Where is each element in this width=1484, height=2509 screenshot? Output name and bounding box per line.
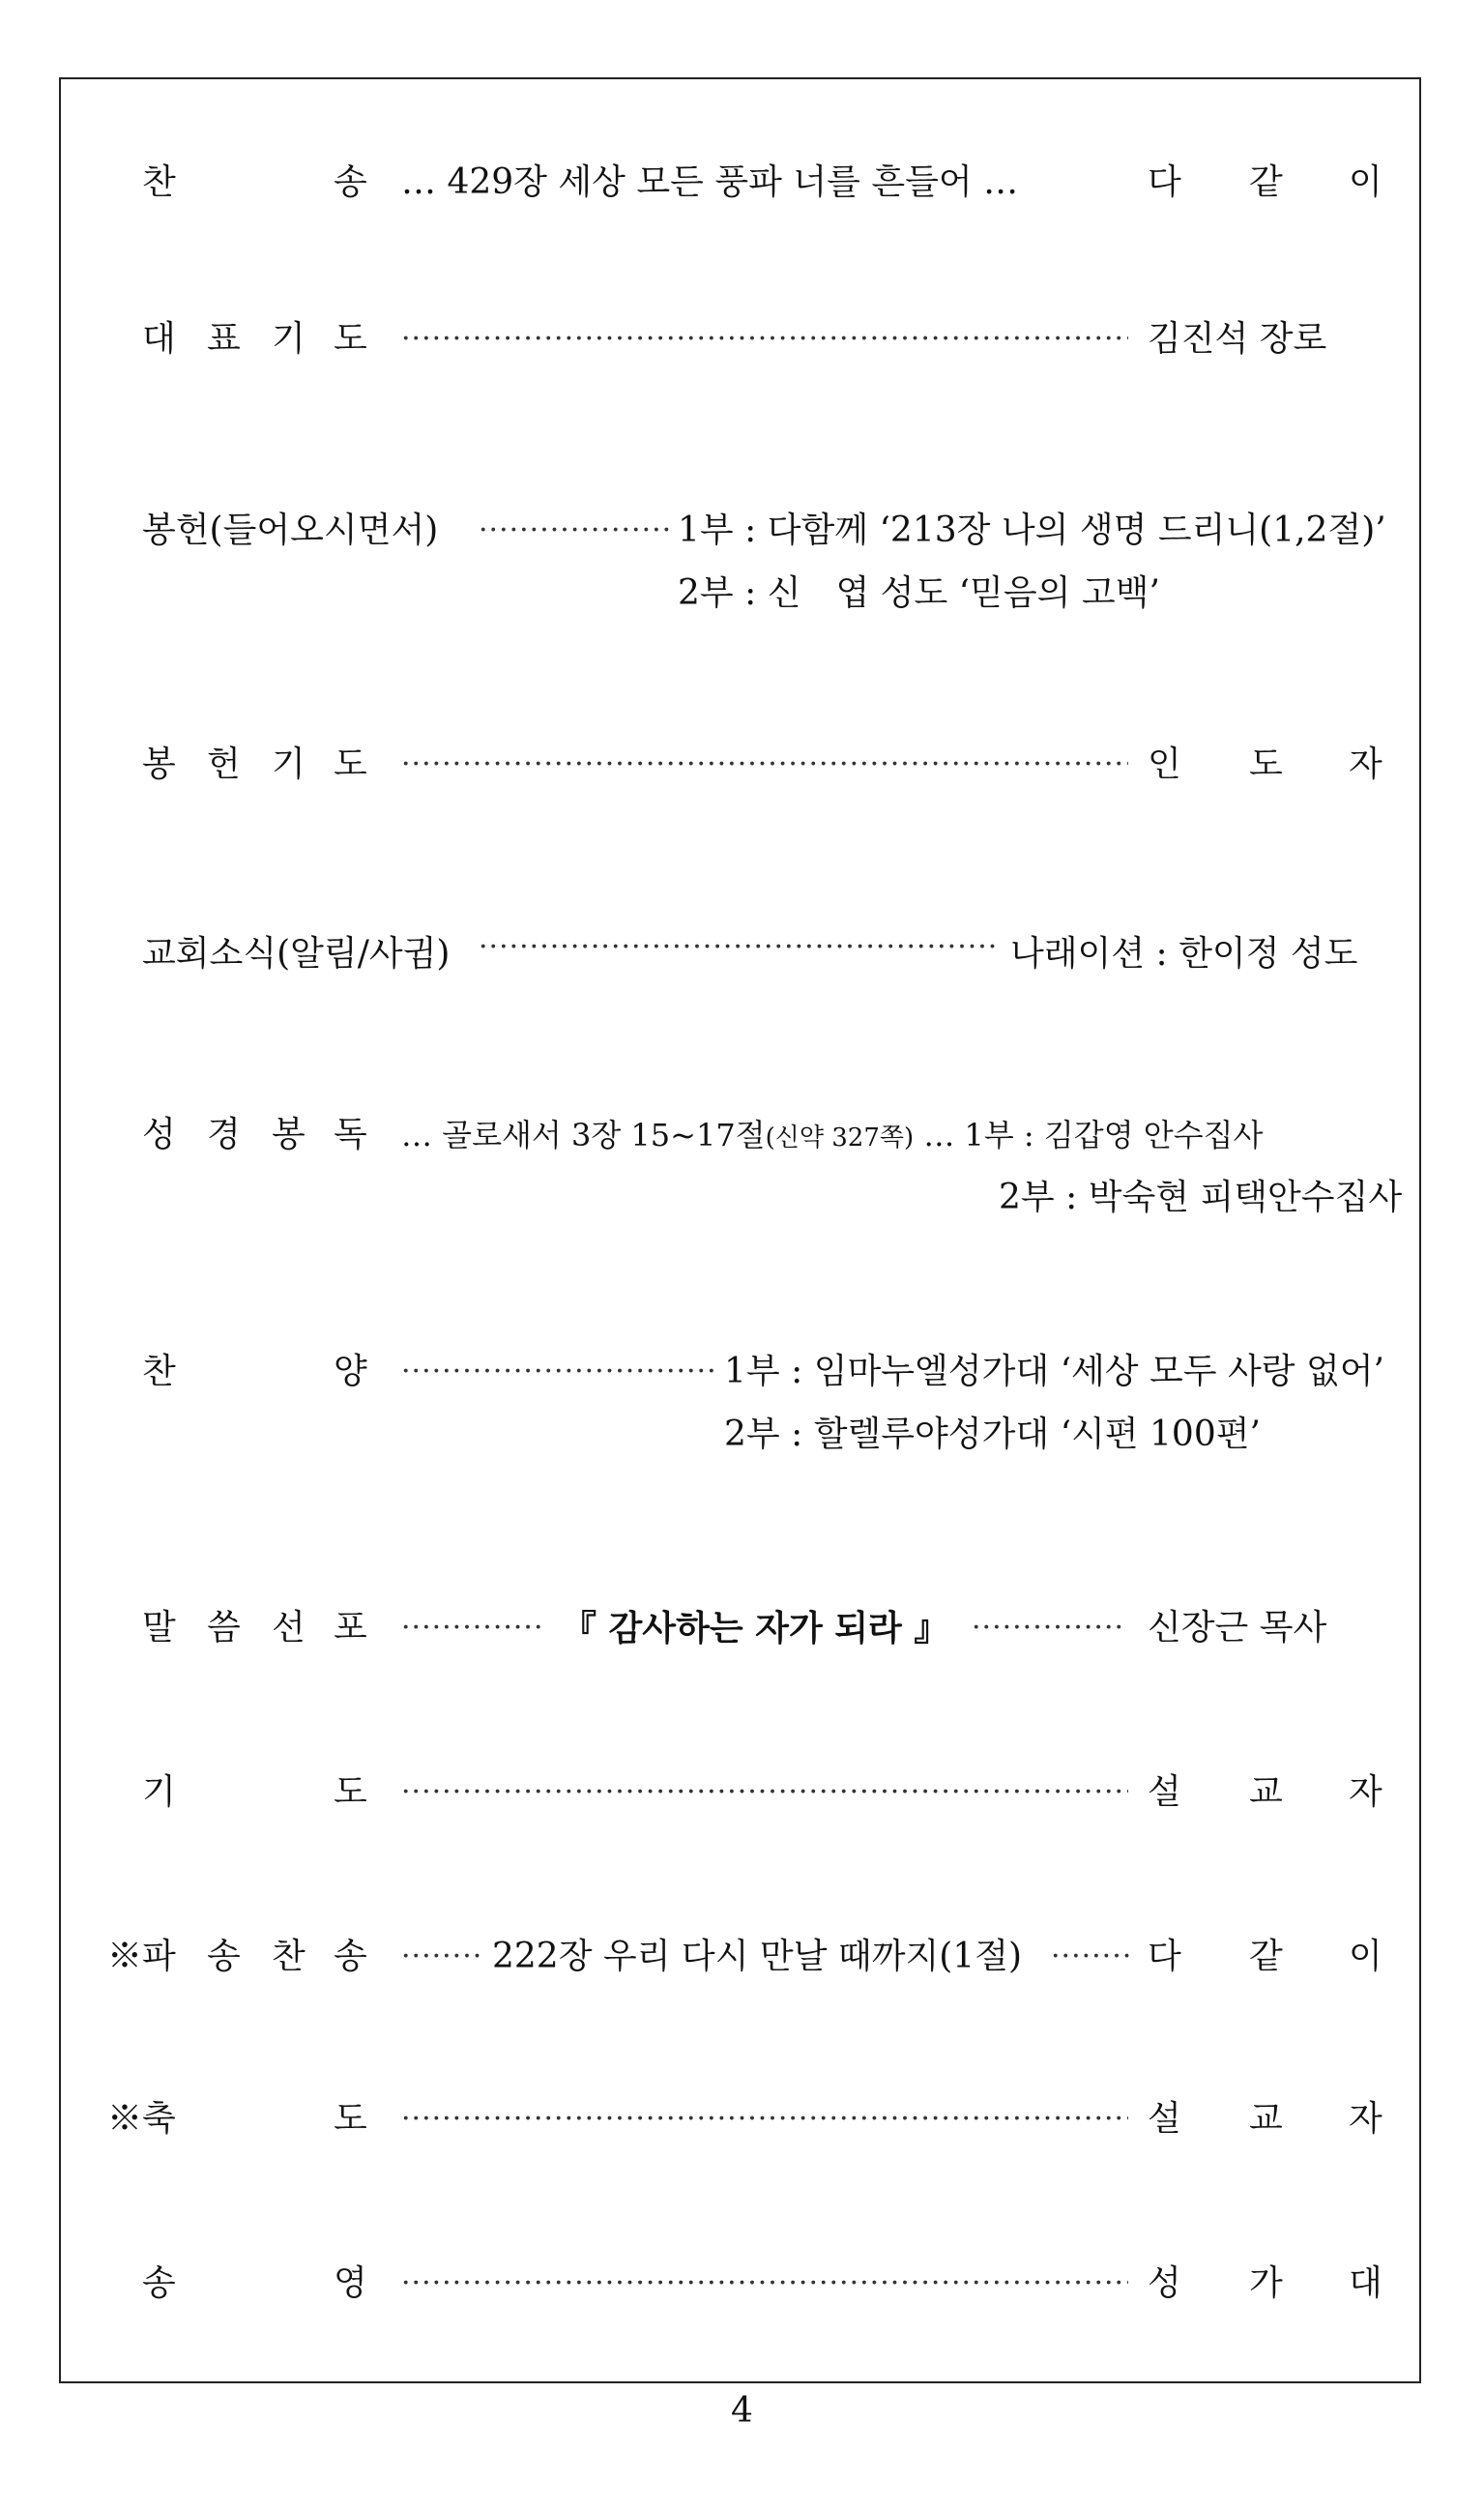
label-char: 찬	[142, 1352, 176, 1391]
label-char: 말	[142, 1608, 176, 1648]
label-char: 기	[272, 319, 306, 359]
dot-leader	[479, 510, 672, 552]
label-char: 송	[334, 1937, 367, 1976]
dot-leader	[1051, 1936, 1130, 1978]
label-char: 도	[334, 744, 367, 784]
label-char: 선	[272, 1608, 306, 1648]
right-char: 다	[1148, 162, 1181, 202]
right-char: 교	[1249, 2099, 1283, 2139]
label-char: 성	[142, 1115, 176, 1154]
label-char: 기	[142, 1772, 176, 1812]
label-char: 도	[334, 1772, 367, 1812]
dot-leader	[972, 1607, 1126, 1649]
right-char: 도	[1249, 744, 1283, 784]
right-char: 다	[1148, 1937, 1181, 1976]
order-of-worship-frame	[59, 77, 1421, 2383]
right-char: 인	[1148, 744, 1181, 784]
leader-name: 김진석 장로	[1148, 319, 1327, 359]
dot-leader	[401, 744, 1128, 786]
scripture-passage: … 골로새서 3장 15~17절	[401, 1117, 766, 1153]
sending-hymn-title: 222장 우리 다시 만날 때까지(1절)	[492, 1937, 1023, 1976]
label-char: 찬	[142, 162, 176, 202]
label-char: 경	[207, 1115, 241, 1154]
label-char: 도	[334, 319, 367, 359]
right-char: 성	[1148, 2263, 1181, 2303]
dot-leader	[401, 1607, 546, 1649]
right-char: 이	[1349, 1937, 1382, 1976]
dot-leader	[401, 2262, 1128, 2305]
label-char: ※축	[107, 2099, 176, 2139]
dot-leader	[401, 318, 1128, 361]
anthem-part1: 1부 : 임마누엘성가대 ‘세상 모두 사랑 없어’	[724, 1352, 1384, 1391]
label-char: 송	[334, 162, 367, 202]
label-char: 대	[142, 319, 176, 359]
label-char: 표	[207, 319, 241, 359]
anthem-part2: 2부 : 할렐루야성가대 ‘시편 100편’	[724, 1415, 1261, 1454]
narration-name: 나래이션 : 한이정 성도	[1010, 934, 1358, 974]
right-char: 같	[1249, 1937, 1283, 1976]
label-char: 헌	[207, 744, 241, 784]
label-char: 기	[272, 744, 306, 784]
right-char: 이	[1349, 162, 1382, 202]
label-char: 송	[142, 2263, 176, 2303]
page-number: 4	[731, 2391, 753, 2431]
right-char: 자	[1349, 744, 1382, 784]
label-char: 씀	[207, 1608, 241, 1648]
label-char: 송	[207, 1937, 241, 1976]
scripture-reference	[401, 1114, 1263, 1159]
dot-leader	[401, 1936, 480, 1978]
dot-leader	[401, 2098, 1128, 2141]
right-char: 교	[1249, 1772, 1283, 1812]
sermon-title: 『 감사하는 자가 되라 』	[562, 1608, 949, 1648]
label-char: 도	[334, 2099, 367, 2139]
label-char: 봉	[272, 1115, 306, 1154]
label-char: ※파	[107, 1937, 176, 1976]
hymn-title: … 429장 세상 모든 풍파 너를 흔들어 …	[401, 162, 1019, 202]
label-char: 찬	[272, 1937, 306, 1976]
label-char: 독	[334, 1115, 367, 1154]
right-char: 자	[1349, 2099, 1382, 2139]
scripture-reader-2: 2부 : 박숙현 피택안수집사	[999, 1178, 1403, 1217]
dot-leader	[479, 926, 1001, 969]
label-char: 봉	[142, 744, 176, 784]
dot-leader	[401, 1771, 1128, 1814]
preacher-name: 신장근 목사	[1148, 1608, 1327, 1648]
right-char: 대	[1349, 2263, 1382, 2303]
right-char: 가	[1249, 2263, 1283, 2303]
right-char: 설	[1148, 2099, 1181, 2139]
dot-leader	[401, 1351, 716, 1393]
label-char: 영	[334, 2263, 367, 2303]
offering-part2: 2부 : 신 엽 성도 ‘믿음의 고백’	[678, 573, 1160, 613]
item-label: 봉헌(들어오시면서)	[142, 511, 439, 550]
scripture-reader-1: … 1부 : 김갑영 안수집사	[923, 1117, 1264, 1153]
right-char: 자	[1349, 1772, 1382, 1812]
label-char: 양	[334, 1352, 367, 1391]
item-label: 교회소식(알림/사귐)	[142, 934, 451, 974]
scripture-page: (신약 327쪽)	[765, 1123, 915, 1152]
right-char: 설	[1148, 1772, 1181, 1812]
right-char: 같	[1249, 162, 1283, 202]
label-char: 포	[334, 1608, 367, 1648]
offering-part1: 1부 : 다함께 ‘213장 나의 생명 드리니(1,2절)’	[678, 511, 1386, 550]
